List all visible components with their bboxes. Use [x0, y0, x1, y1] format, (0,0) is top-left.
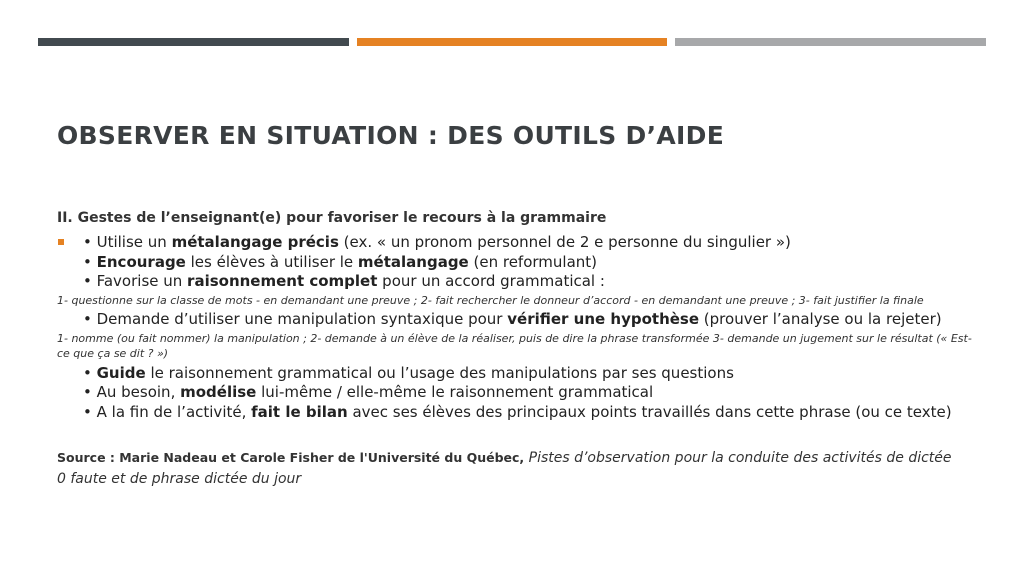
top-bar-orange	[357, 38, 667, 46]
line-text: • Au besoin,	[83, 383, 181, 401]
line-text: • Utilise un	[83, 233, 172, 251]
note-accord-steps: 1- questionne sur la classe de mots - en demandant une preuve ; 2- fait rechercher le donneur d’accord - en demandant une preuve ; 3- fait justifier la finale	[57, 293, 924, 307]
slide-content	[57, 210, 977, 422]
line-text: •	[83, 363, 97, 382]
line-emphasis: métalangage	[357, 252, 469, 271]
line-text: • Favorise un	[83, 272, 188, 290]
line-bilan	[83, 403, 977, 423]
line-emphasis: Encourage	[96, 252, 186, 271]
line-modelise	[83, 383, 977, 403]
line-text: les élèves à utiliser le	[185, 252, 358, 271]
line-emphasis: fait le bilan	[251, 402, 348, 421]
line-text: pour un accord grammatical :	[377, 272, 605, 290]
line-text: lui-même / elle-même le raisonnement grammatical	[256, 383, 654, 401]
line-metalangage-precis	[83, 233, 977, 253]
source-citation	[57, 448, 957, 490]
line-emphasis: vérifier une hypothèse	[507, 310, 700, 328]
line-guide	[83, 364, 977, 384]
line-text: • Demande d’utiliser une manipulation syntaxique pour	[83, 310, 508, 328]
top-bar-dark	[38, 38, 349, 46]
line-emphasis: Guide	[96, 363, 146, 382]
note-manipulation-steps: 1- nomme (ou fait nommer) la manipulation ; 2- demande à un élève de la réaliser, puis de dire la phrase transformée 3- demande un jugement sur le résultat (« Est-ce que ça se dit ? »)	[57, 331, 972, 360]
line-text: •	[83, 252, 97, 271]
line-verifier-hypothese	[83, 310, 977, 330]
slide-title: OBSERVER EN SITUATION : DES OUTILS D’AIDE	[57, 121, 725, 150]
line-text: (ex. « un pronom personnel de 2 e personne du singulier »)	[338, 233, 791, 251]
source-label: Source : Marie Nadeau et Carole Fisher de l'Université du Québec,	[57, 450, 525, 465]
line-encourage	[83, 253, 977, 273]
line-emphasis: métalangage précis	[171, 233, 339, 251]
bullet-list	[57, 233, 977, 292]
line-text: (en reformulant)	[468, 252, 598, 271]
source-title: Pistes d’observation pour la conduite des activités de dictée 0 faute et de phrase dictée du jour	[57, 450, 952, 487]
section-heading: II. Gestes de l’enseignant(e) pour favoriser le recours à la grammaire	[57, 210, 607, 226]
square-bullet-icon	[58, 239, 64, 245]
line-text: • A la fin de l’activité,	[83, 402, 252, 421]
top-bar-gray	[675, 38, 986, 46]
line-emphasis: modélise	[180, 383, 257, 401]
line-text: (prouver l’analyse ou la rejeter)	[699, 310, 942, 328]
line-emphasis: raisonnement complet	[187, 272, 378, 290]
line-text: le raisonnement grammatical ou l’usage des manipulations par ses questions	[145, 363, 734, 382]
line-raisonnement-complet	[83, 272, 977, 292]
line-text: avec ses élèves des principaux points travaillés dans cette phrase (ou ce texte)	[347, 402, 952, 421]
